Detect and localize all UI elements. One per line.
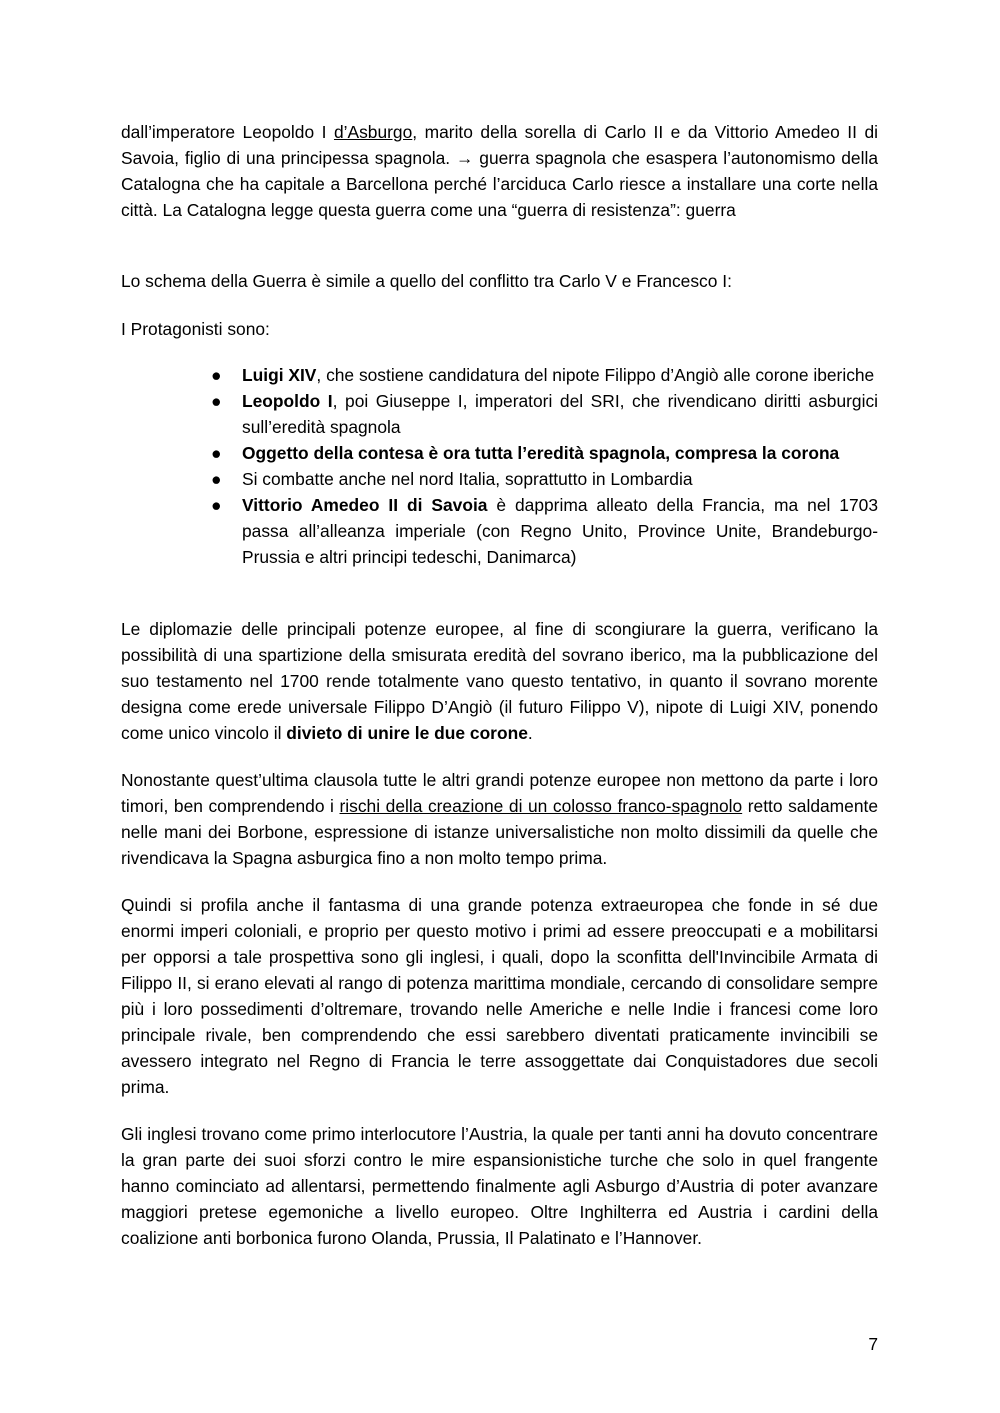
list-item: ● Leopoldo I, poi Giuseppe I, imperatori del SRI, che rivendicano diritti asburgici sull’eredità spagnola bbox=[121, 388, 878, 440]
paragraph-diplomazie: Le diplomazie delle principali potenze europee, al fine di scongiurare la guerra, verificano la possibilità di una spartizione della smisurata eredità del sovrano iberico, ma la pubblicazione del suo testamento nel 1700 rende totalmente vano questo tentativo, in quanto il sovrano morente designa come erede universale Filippo D’Angiò (il futuro Filippo V), nipote di Luigi XIV, ponendo come unico vincolo il divieto di unire le due corone. bbox=[121, 619, 878, 743]
bullet-icon: ● bbox=[211, 469, 222, 489]
page-number: 7 bbox=[868, 1334, 878, 1354]
paragraph-clausola: Nonostante quest’ultima clausola tutte le altri grandi potenze europee non mettono da parte i loro timori, ben comprendendo i rischi della creazione di un colosso franco-spagnolo retto saldamente nelle mani dei Borbone, espressione di istanze universalistiche non molto dissimili da quelle che rivendicava la Spagna asburgica fino a non molto tempo prima. bbox=[121, 770, 879, 868]
paragraph-inglesi: Gli inglesi trovano come primo interlocutore l’Austria, la quale per tanti anni ha dovuto concentrare la gran parte dei suoi sforzi contro le mire espansionistiche turche che solo in quel frangente hanno cominciato ad allentarsi, permettendo finalmente agli Asburgo d’Austria di poter avanzare maggiori pretese egemoniche a livello europeo. Oltre Inghilterra ed Austria i cardini della coalizione anti borbonica furono Olanda, Prussia, Il Palatinato e l’Hannover. bbox=[121, 1124, 878, 1248]
list-item: ● Si combatte anche nel nord Italia, soprattutto in Lombardia bbox=[121, 466, 878, 492]
list-item: ● Vittorio Amedeo II di Savoia è dapprima alleato della Francia, ma nel 1703 passa all’alleanza imperiale (con Regno Unito, Province Unite, Brandeburgo-Prussia e altri principi tedeschi, Danimarca) bbox=[121, 492, 878, 570]
bullet-icon: ● bbox=[211, 495, 222, 515]
paragraph-fantasma: Quindi si profila anche il fantasma di una grande potenza extraeuropea che fonde in sé due enormi imperi coloniali, e proprio per questo motivo i primi ad essere preoccupati e a mobilitarsi per opporsi a tale prospettiva sono gli inglesi, i quali, dopo la sconfitta dell'Invincibile Armata di Filippo II, si erano elevati al rango di potenza marittima mondiale, cercando di consolidare sempre più i loro possedimenti d’oltremare, trovando nelle Americhe e nelle Indie i francesi come loro principale rivale, ben comprendendo che essi sarebbero diventati praticamente invincibili se avessero integrato nel Regno di Francia le terre assoggettate dai Conquistadores due secoli prima. bbox=[121, 895, 878, 1097]
bullet-icon: ● bbox=[211, 443, 222, 463]
list-item: ● Oggetto della contesa è ora tutta l’eredità spagnola, compresa la corona bbox=[121, 440, 878, 466]
protagonists-list bbox=[121, 362, 878, 570]
paragraph-schema: Lo schema della Guerra è simile a quello del conflitto tra Carlo V e Francesco I: bbox=[121, 271, 732, 291]
paragraph-protagonisti: I Protagonisti sono: bbox=[121, 319, 270, 339]
list-item: ● Luigi XIV, che sostiene candidatura del nipote Filippo d’Angiò alle corone iberiche bbox=[121, 362, 878, 388]
bullet-icon: ● bbox=[211, 391, 222, 411]
link-asburgo[interactable]: d’Asburgo bbox=[333, 122, 413, 142]
paragraph-intro: dall’imperatore Leopoldo I d’Asburgo, marito della sorella di Carlo II e da Vittorio Amedeo II di Savoia, figlio di una principessa spagnola. → guerra spagnola che esaspera l’autonomismo della Catalogna che ha capitale a Barcellona perché l’arciduca Carlo riesce a installare una corte nella città. La Catalogna legge questa guerra come una “guerra di resistenza”: guerra bbox=[121, 122, 879, 220]
bullet-icon: ● bbox=[211, 365, 222, 385]
